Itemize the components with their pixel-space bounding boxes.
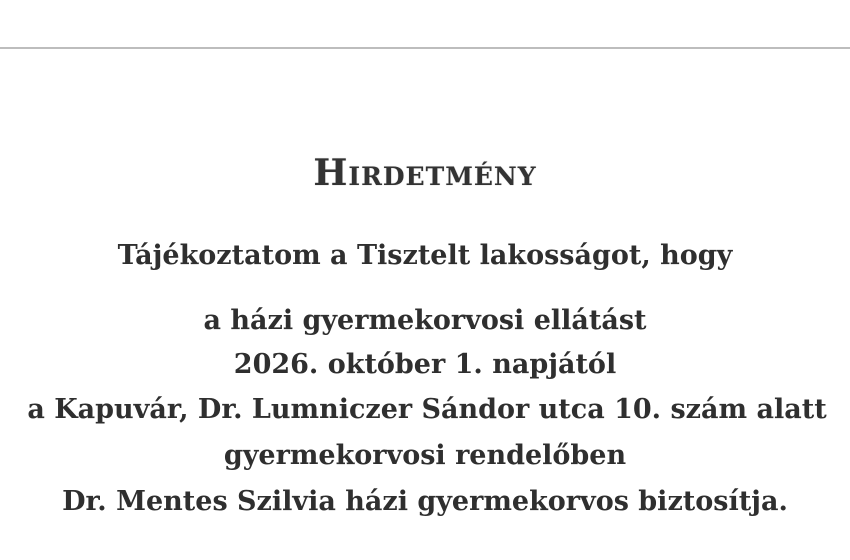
notice-line-address: a Kapuvár, Dr. Lumniczer Sándor utca 10. szám alatt bbox=[27, 394, 827, 425]
notice-line-intro: Tájékoztatom a Tisztelt lakosságot, hogy bbox=[117, 240, 733, 271]
notice-title: Hirdetmény bbox=[313, 152, 537, 194]
notice-line-service: a házi gyermekorvosi ellátást bbox=[203, 305, 647, 336]
notice-line-doctor: Dr. Mentes Szilvia házi gyermekorvos biztosítja. bbox=[62, 486, 788, 517]
header-divider bbox=[0, 47, 850, 49]
notice-line-office: gyermekorvosi rendelőben bbox=[223, 440, 627, 471]
notice-line-date: 2026. október 1. napjától bbox=[233, 349, 617, 380]
